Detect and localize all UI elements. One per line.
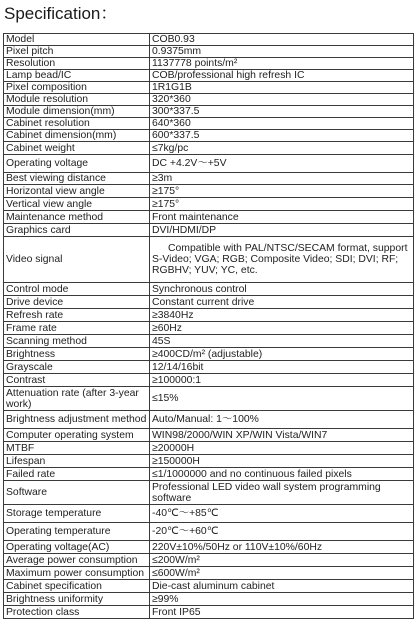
spec-value: ≤7kg/pc [150,142,414,155]
spec-label: Protection class [4,606,150,619]
spec-label: Video signal [4,237,150,283]
spec-row [4,455,414,468]
spec-row [4,70,414,82]
spec-row [4,523,414,541]
spec-row [4,309,414,322]
spec-value: ≤200W/m² [150,554,414,567]
spec-label: Lifespan [4,455,150,468]
spec-label: Brightness adjustment method [4,411,150,429]
spec-table [3,33,414,619]
spec-row [4,224,414,237]
spec-row [4,283,414,296]
spec-value: Compatible with PAL/NTSC/SECAM format, support S-Video; VGA; RGB; Composite Video; SDI; DVI; RF; RGBHV; YUV; YC, etc. [150,237,414,283]
spec-value: 640*360 [150,118,414,130]
spec-row [4,142,414,155]
spec-value: Synchronous control [150,283,414,296]
spec-row [4,46,414,58]
spec-value: Professional LED video wall system programming software [150,481,414,505]
spec-label: Drive device [4,296,150,309]
spec-label: Cabinet specification [4,580,150,593]
spec-value: ≤1/1000000 and no continuous failed pixels [150,468,414,481]
spec-row [4,567,414,580]
spec-value: Constant current drive [150,296,414,309]
spec-value: ≥100000:1 [150,374,414,387]
spec-row [4,442,414,455]
spec-value: 220V±10%/50Hz or 110V±10%/60Hz [150,541,414,554]
spec-label: Scanning method [4,335,150,348]
spec-label: Failed rate [4,468,150,481]
spec-label: Control mode [4,283,150,296]
spec-row [4,94,414,106]
spec-label: Graphics card [4,224,150,237]
spec-row [4,387,414,411]
spec-row [4,322,414,335]
spec-label: Cabinet weight [4,142,150,155]
spec-row [4,361,414,374]
spec-value: 45S [150,335,414,348]
spec-value: 320*360 [150,94,414,106]
spec-row [4,429,414,442]
spec-label: Brightness uniformity [4,593,150,606]
spec-row [4,82,414,94]
spec-value: COB0.93 [150,34,414,46]
spec-row [4,505,414,523]
spec-row [4,34,414,46]
spec-table-body [4,34,414,619]
spec-label: Attenuation rate (after 3-year work) [4,387,150,411]
spec-label: Operating voltage [4,155,150,173]
spec-value: -20℃～+60℃ [150,523,414,541]
spec-value: ≥20000H [150,442,414,455]
spec-row [4,554,414,567]
spec-label: Pixel composition [4,82,150,94]
spec-row [4,130,414,142]
spec-value: 1137778 points/m² [150,58,414,70]
spec-label: Grayscale [4,361,150,374]
spec-value: Front IP65 [150,606,414,619]
spec-value: COB/professional high refresh IC [150,70,414,82]
spec-label: Cabinet resolution [4,118,150,130]
spec-label: Computer operating system [4,429,150,442]
spec-label: Horizontal view angle [4,185,150,198]
spec-value: 300*337.5 [150,106,414,118]
spec-row [4,118,414,130]
spec-value: ≥150000H [150,455,414,468]
spec-row [4,155,414,173]
spec-label: Pixel pitch [4,46,150,58]
spec-value: ≥400CD/m² (adjustable) [150,348,414,361]
spec-label: Module dimension(mm) [4,106,150,118]
spec-label: Best viewing distance [4,173,150,185]
spec-value: -40℃～+85℃ [150,505,414,523]
spec-label: Software [4,481,150,505]
spec-value: ≤600W/m² [150,567,414,580]
spec-label: Contrast [4,374,150,387]
spec-row [4,185,414,198]
spec-label: Operating voltage(AC) [4,541,150,554]
spec-row [4,348,414,361]
spec-value: 600*337.5 [150,130,414,142]
spec-value: Auto/Manual: 1～100% [150,411,414,429]
spec-label: MTBF [4,442,150,455]
spec-value: ≥175° [150,198,414,211]
spec-value: 0.9375mm [150,46,414,58]
spec-label: Frame rate [4,322,150,335]
spec-label: Model [4,34,150,46]
spec-label: Storage temperature [4,505,150,523]
spec-row [4,374,414,387]
spec-label: Average power consumption [4,554,150,567]
spec-value: WIN98/2000/WIN XP/WIN Vista/WIN7 [150,429,414,442]
spec-value: ≥3m [150,173,414,185]
spec-value: Die-cast aluminum cabinet [150,580,414,593]
spec-row [4,606,414,619]
spec-label: Lamp bead/IC [4,70,150,82]
spec-label: Cabinet dimension(mm) [4,130,150,142]
spec-row [4,237,414,283]
spec-row [4,481,414,505]
spec-value: ≤15% [150,387,414,411]
spec-label: Refresh rate [4,309,150,322]
spec-value: ≥99% [150,593,414,606]
spec-value: 1R1G1B [150,82,414,94]
spec-row [4,411,414,429]
page-title: Specification： [4,4,118,23]
spec-row [4,296,414,309]
spec-value: ≥3840Hz [150,309,414,322]
spec-row [4,335,414,348]
spec-row [4,541,414,554]
spec-label: Brightness [4,348,150,361]
spec-row [4,468,414,481]
spec-value: DC +4.2V～+5V [150,155,414,173]
spec-value: ≥60Hz [150,322,414,335]
spec-row [4,58,414,70]
spec-label: Resolution [4,58,150,70]
spec-label: Maintenance method [4,211,150,224]
spec-row [4,173,414,185]
spec-value: Front maintenance [150,211,414,224]
spec-row [4,580,414,593]
spec-row [4,198,414,211]
spec-row [4,211,414,224]
spec-row [4,593,414,606]
spec-label: Module resolution [4,94,150,106]
spec-value: DVI/HDMI/DP [150,224,414,237]
spec-label: Operating temperature [4,523,150,541]
spec-value: 12/14/16bit [150,361,414,374]
spec-row [4,106,414,118]
spec-label: Vertical view angle [4,198,150,211]
spec-value: ≥175° [150,185,414,198]
spec-label: Maximum power consumption [4,567,150,580]
